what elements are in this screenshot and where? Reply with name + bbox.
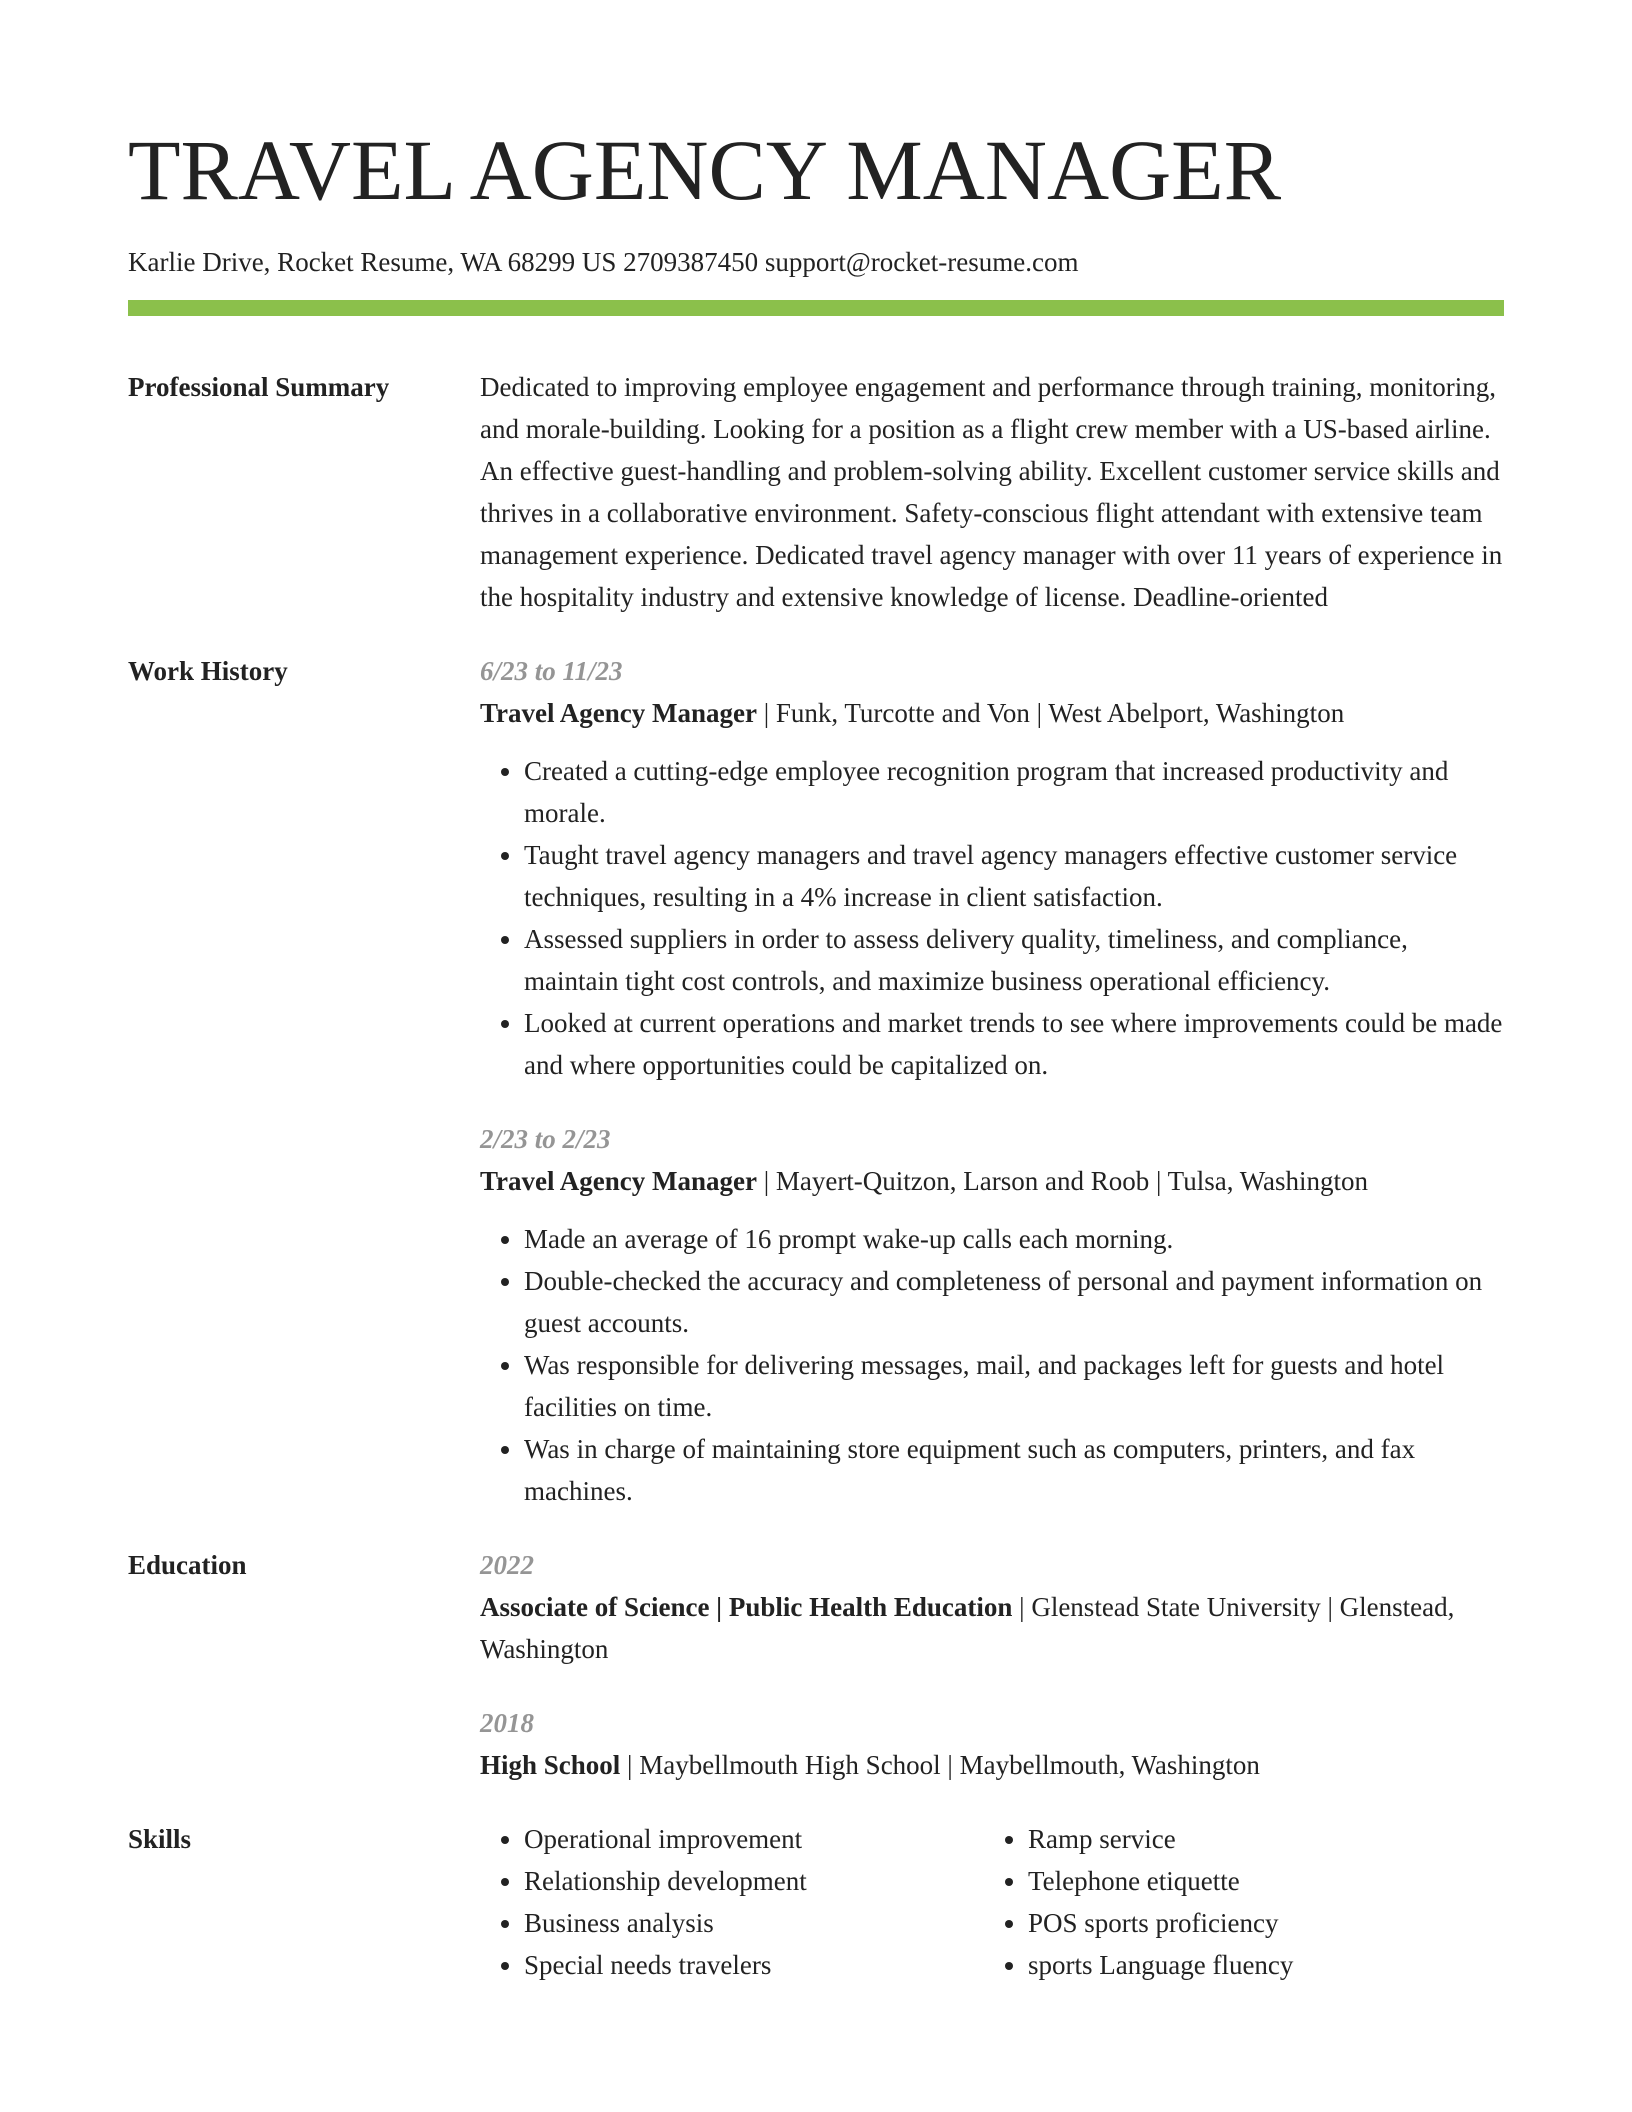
education-details: | Glenstead State University | Glenstead, Washington [480, 1592, 1455, 1664]
work-history-heading: Work History [128, 656, 288, 686]
skill-item: • Special needs travelers [524, 1944, 984, 1986]
resume-page [128, 0, 1504, 1986]
job-bullet: • Double-checked the accuracy and completeness of personal and payment information on guest accounts. [524, 1260, 1504, 1344]
summary-text: Dedicated to improving employee engagement and performance through training, monitoring, and morale-building. Looking for a position as a flight crew member with a US-based airline. An effective guest-handling and problem-solving ability. Excellent customer service skills and thrives in a collaborative environment. Safety-conscious flight attendant with extensive team management experience. Dedicated travel agency manager with over 11 years of experience in the hospitality industry and extensive knowledge of license. Deadline-oriented [480, 372, 1503, 612]
education-heading-line [480, 1586, 1504, 1670]
skills-heading: Skills [128, 1824, 192, 1854]
job-title: Travel Agency Manager [480, 1166, 757, 1196]
skill-item: • Business analysis [524, 1902, 984, 1944]
education-year: 2018 [480, 1708, 534, 1738]
skill-item: • POS sports proficiency [1028, 1902, 1488, 1944]
job-bullet: • Looked at current operations and market trends to see where improvements could be made and where opportunities could be capitalized on. [524, 1002, 1504, 1086]
education-heading: Education [128, 1550, 247, 1580]
resume-title: TRAVEL AGENCY MANAGER [128, 122, 1282, 218]
job-bullet: • Made an average of 16 prompt wake-up calls each morning. [524, 1218, 1504, 1260]
job-title: Travel Agency Manager [480, 698, 757, 728]
job-heading [480, 1160, 1504, 1202]
job-bullet: • Created a cutting-edge employee recognition program that increased productivity and morale. [524, 750, 1504, 834]
skill-item: • Telephone etiquette [1028, 1860, 1488, 1902]
education-content [480, 1544, 1504, 1786]
education-year: 2022 [480, 1550, 534, 1580]
education-heading-line [480, 1744, 1504, 1786]
skills-list-right [984, 1818, 1488, 1986]
skills-content [480, 1818, 1504, 1986]
work-history-content [480, 650, 1504, 1512]
job-dates: 2/23 to 2/23 [480, 1124, 611, 1154]
job-details: | Mayert-Quitzon, Larson and Roob | Tulsa, Washington [756, 1166, 1369, 1196]
job-bullets [480, 750, 1504, 1086]
job-heading [480, 692, 1504, 734]
skills-list-left [480, 1818, 984, 1986]
skills-section [128, 1818, 1504, 1986]
education-details: | Maybellmouth High School | Maybellmouth, Washington [620, 1750, 1260, 1780]
education-degree: High School [480, 1750, 621, 1780]
job-details: | Funk, Turcotte and Von | West Abelport, Washington [756, 698, 1345, 728]
header-divider [128, 300, 1504, 316]
education-section [128, 1544, 1504, 1786]
job-bullets [480, 1218, 1504, 1512]
skill-item: • sports Language fluency [1028, 1944, 1488, 1986]
education-degree: Associate of Science | Public Health Education [480, 1592, 1013, 1622]
contact-line: Karlie Drive, Rocket Resume, WA 68299 US 2709387450 support@rocket-resume.com [128, 247, 1079, 277]
job-entry [480, 650, 1504, 1086]
job-dates: 6/23 to 11/23 [480, 656, 623, 686]
education-entry [480, 1544, 1504, 1670]
skill-item: • Ramp service [1028, 1818, 1488, 1860]
job-bullet: • Was responsible for delivering messages, mail, and packages left for guests and hotel facilities on time. [524, 1344, 1504, 1428]
job-bullet: • Was in charge of maintaining store equipment such as computers, printers, and fax machines. [524, 1428, 1504, 1512]
work-history-section [128, 650, 1504, 1512]
summary-section [128, 366, 1504, 618]
job-bullet: • Assessed suppliers in order to assess delivery quality, timeliness, and compliance, maintain tight cost controls, and maximize business operational efficiency. [524, 918, 1504, 1002]
skill-item: • Operational improvement [524, 1818, 984, 1860]
education-entry [480, 1702, 1504, 1786]
job-entry [480, 1118, 1504, 1512]
skill-item: • Relationship development [524, 1860, 984, 1902]
job-bullet: • Taught travel agency managers and travel agency managers effective customer service techniques, resulting in a 4% increase in client satisfaction. [524, 834, 1504, 918]
summary-heading: Professional Summary [128, 372, 390, 402]
